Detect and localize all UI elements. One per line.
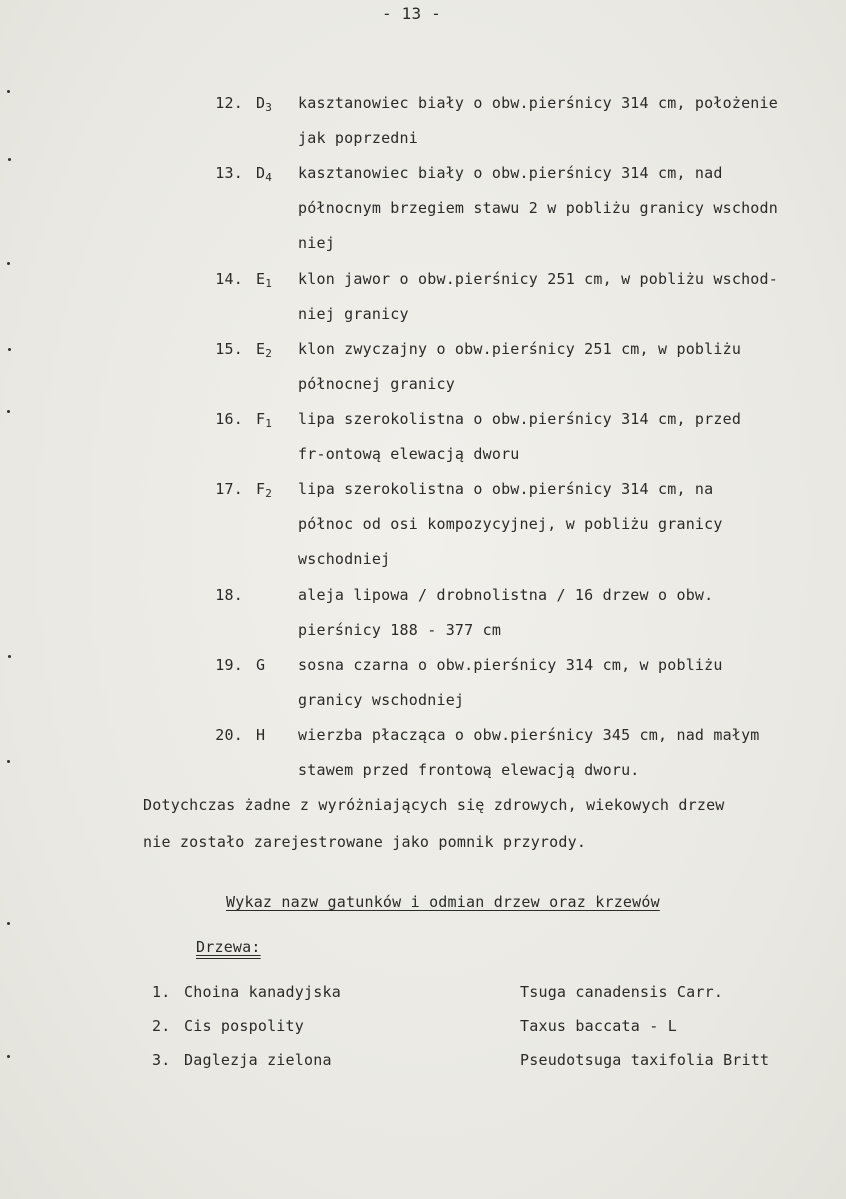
entry-code bbox=[256, 726, 265, 744]
entry-number: 17. bbox=[215, 480, 243, 498]
entry-code-letter: D bbox=[256, 94, 266, 112]
entry-description-line: lipa szerokolistna o obw.pierśnicy 314 cm, przed bbox=[298, 410, 742, 428]
species-latin-name: Tsuga canadensis Carr. bbox=[520, 983, 724, 1001]
margin-mark bbox=[7, 1055, 10, 1058]
entry-description-line: północnym brzegiem stawu 2 w pobliżu granicy wschodn bbox=[298, 199, 778, 217]
section-title: Wykaz nazw gatunków i odmian drzew oraz krzewów bbox=[226, 893, 660, 911]
entry-description-line: niej granicy bbox=[298, 305, 409, 323]
entry-description-line: północnej granicy bbox=[298, 375, 455, 393]
entry-number: 20. bbox=[215, 726, 243, 744]
subsection-title: Drzewa: bbox=[196, 938, 261, 956]
entry-code bbox=[256, 94, 272, 112]
entry-description-line: aleja lipowa / drobnolistna / 16 drzew o obw. bbox=[298, 586, 714, 604]
paragraph-line: Dotychczas żadne z wyróżniających się zdrowych, wiekowych drzew bbox=[143, 796, 725, 814]
entry-description-line: granicy wschodniej bbox=[298, 691, 465, 709]
entry-code-subscript: 1 bbox=[265, 417, 273, 430]
entry-description-line: pierśnicy 188 - 377 cm bbox=[298, 621, 502, 639]
margin-mark bbox=[7, 410, 10, 413]
species-common-name: Daglezja zielona bbox=[184, 1051, 332, 1069]
margin-mark bbox=[7, 90, 10, 93]
entry-description-line: klon jawor o obw.pierśnicy 251 cm, w pobliżu wschod- bbox=[298, 270, 778, 288]
entry-description-line: sosna czarna o obw.pierśnicy 314 cm, w pobliżu bbox=[298, 656, 723, 674]
entry-code-letter: D bbox=[256, 164, 266, 182]
entry-description-line: klon zwyczajny o obw.pierśnicy 251 cm, w pobliżu bbox=[298, 340, 742, 358]
entry-number: 15. bbox=[215, 340, 243, 358]
entry-description-line: wierzba płacząca o obw.pierśnicy 345 cm, nad małym bbox=[298, 726, 760, 744]
entry-code bbox=[256, 410, 272, 428]
margin-mark bbox=[7, 760, 10, 763]
entry-code-letter: F bbox=[256, 410, 266, 428]
entry-code bbox=[256, 656, 265, 674]
species-number: 2. bbox=[152, 1017, 171, 1035]
entry-code-letter: G bbox=[256, 656, 266, 674]
entry-number: 14. bbox=[215, 270, 243, 288]
entry-code-letter: E bbox=[256, 270, 266, 288]
entry-description-line: kasztanowiec biały o obw.pierśnicy 314 cm, położenie bbox=[298, 94, 778, 112]
entry-code-letter: E bbox=[256, 340, 266, 358]
entry-description-line: wschodniej bbox=[298, 550, 391, 568]
margin-mark bbox=[8, 158, 11, 161]
species-common-name: Choina kanadyjska bbox=[184, 983, 341, 1001]
entry-description-line: jak poprzedni bbox=[298, 129, 418, 147]
entry-code bbox=[256, 270, 272, 288]
entry-code bbox=[256, 164, 272, 182]
page-number: - 13 - bbox=[382, 4, 441, 23]
margin-mark bbox=[8, 348, 11, 351]
entry-code-letter: F bbox=[256, 480, 266, 498]
entry-description-line: lipa szerokolistna o obw.pierśnicy 314 cm, na bbox=[298, 480, 714, 498]
entry-code-subscript: 2 bbox=[265, 347, 273, 360]
entry-code-letter: H bbox=[256, 726, 266, 744]
entry-code-subscript: 4 bbox=[265, 171, 273, 184]
margin-mark bbox=[7, 922, 10, 925]
entry-code-subscript: 2 bbox=[265, 487, 273, 500]
entry-number: 19. bbox=[215, 656, 243, 674]
entry-code-subscript: 1 bbox=[265, 277, 273, 290]
entry-number: 12. bbox=[215, 94, 243, 112]
entry-description-line: niej bbox=[298, 234, 335, 252]
species-number: 3. bbox=[152, 1051, 171, 1069]
margin-mark bbox=[8, 655, 11, 658]
entry-description-line: fr-ontową elewacją dworu bbox=[298, 445, 520, 463]
species-common-name: Cis pospolity bbox=[184, 1017, 304, 1035]
entry-code-subscript: 3 bbox=[265, 101, 273, 114]
species-latin-name: Pseudotsuga taxifolia Britt bbox=[520, 1051, 770, 1069]
entry-description-line: północ od osi kompozycyjnej, w pobliżu granicy bbox=[298, 515, 723, 533]
species-latin-name: Taxus baccata - L bbox=[520, 1017, 677, 1035]
entry-code bbox=[256, 340, 272, 358]
entry-code bbox=[256, 480, 272, 498]
margin-mark bbox=[7, 262, 10, 265]
species-number: 1. bbox=[152, 983, 171, 1001]
entry-description-line: stawem przed frontową elewacją dworu. bbox=[298, 761, 640, 779]
entry-description-line: kasztanowiec biały o obw.pierśnicy 314 cm, nad bbox=[298, 164, 723, 182]
entry-number: 18. bbox=[215, 586, 243, 604]
entry-number: 16. bbox=[215, 410, 243, 428]
entry-number: 13. bbox=[215, 164, 243, 182]
paragraph-line: nie zostało zarejestrowane jako pomnik przyrody. bbox=[143, 833, 587, 851]
